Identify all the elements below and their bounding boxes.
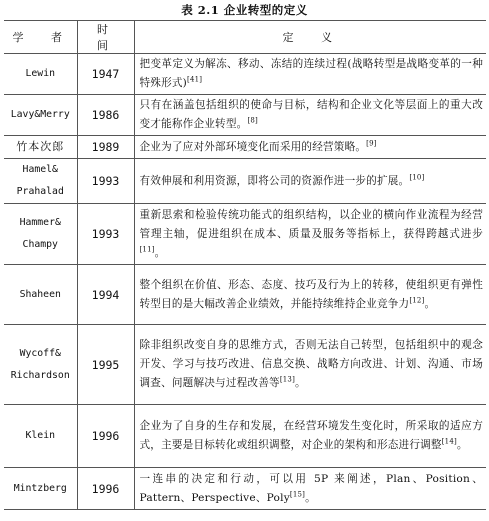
- table-row: [4, 54, 486, 95]
- scholar-name: Lewin: [25, 68, 55, 79]
- table-caption: 表 2.1 企业转型的定义: [181, 3, 308, 17]
- scholar-name: Hamel&: [22, 164, 58, 175]
- definition-text: 整个组织在价值、形态、态度、技巧及行为上的转移，使组织更有弹性转型目的是大幅改善企业绩效，并能持续维持企业竞争力: [139, 278, 483, 310]
- table-row: [4, 468, 486, 510]
- definition-cell: [134, 204, 486, 265]
- definition-cell: [134, 325, 486, 405]
- year-cell: 1986: [77, 95, 134, 136]
- scholar-cell: [4, 405, 77, 468]
- citation-ref: [8]: [247, 116, 258, 125]
- definition-text: 企业为了应对外部环境变化而采用的经营策略。: [139, 140, 367, 153]
- definition-text: 企业为了自身的生存和发展，在经营环境发生变化时，所采取的适应方式，主要是目标转化或组织调整，对企业的架构和形态进行调整: [139, 420, 483, 451]
- citation-ref: [12]: [409, 295, 425, 304]
- definition-text: 只有在涵盖包括组织的使命与目标，结构和企业文化等层面上的重大改变才能称作企业转型。: [139, 99, 483, 130]
- table-header: [4, 21, 486, 54]
- year-cell: 1993: [77, 204, 134, 265]
- table-row: [4, 95, 486, 136]
- scholar-cell: [4, 204, 77, 265]
- scholar-name: Richardson: [10, 369, 70, 381]
- citation-ref: [15]: [289, 489, 306, 498]
- year-cell: 1996: [77, 405, 134, 468]
- table-row: [4, 325, 486, 405]
- scholar-name: 竹本次郎: [16, 140, 65, 153]
- year-cell: 1989: [77, 136, 134, 159]
- table-row: [4, 204, 486, 265]
- definition-text: 重新思索和检验传统功能式的组织结构，以企业的横向作业流程为经营管理主轴，促进组织在成本、质量及服务等指标上，获得跨越式进步: [139, 208, 483, 240]
- scholar-name: Lavy&Merry: [10, 109, 70, 120]
- scholar-name: Shaheen: [19, 288, 61, 300]
- year-cell: 1993: [77, 159, 134, 204]
- citation-ref: [9]: [366, 138, 377, 147]
- trailing-period: 。: [424, 297, 436, 310]
- scholar-cell: [4, 54, 77, 95]
- header-definition: 定 义: [134, 21, 486, 54]
- table-row: [4, 405, 486, 468]
- scholar-name: Klein: [25, 430, 55, 441]
- scholar-cell: [4, 159, 77, 204]
- definitions-table: [4, 20, 486, 510]
- trailing-period: 。: [305, 491, 316, 504]
- header-scholar: 学 者: [4, 21, 77, 54]
- citation-ref: [41]: [187, 75, 203, 84]
- citation-ref: [11]: [139, 244, 155, 253]
- scholar-cell: [4, 325, 77, 405]
- table-row: [4, 159, 486, 204]
- scholar-name: Mintzberg: [13, 482, 67, 494]
- scholar-cell: [4, 265, 77, 325]
- year-cell: 1994: [77, 265, 134, 325]
- citation-ref: [10]: [409, 172, 425, 181]
- definition-text: 有效伸展和利用资源，即将公司的资源作进一步的扩展。: [139, 174, 410, 187]
- scholar-name: Wycoff&: [19, 347, 61, 359]
- table-body: [4, 54, 486, 510]
- citation-ref: [13]: [279, 375, 295, 384]
- scholar-cell: [4, 95, 77, 136]
- scholar-cell: [4, 468, 77, 510]
- definition-cell: [134, 136, 486, 159]
- year-cell: 1995: [77, 325, 134, 405]
- definition-text: 把变革定义为解冻、移动、冻结的连续过程(战略转型是战略变革的一种特殊形式): [139, 58, 483, 89]
- scholar-name: Champy: [22, 239, 58, 250]
- scholar-name: Hammer&: [19, 217, 61, 228]
- definition-text: 除非组织改变自身的思维方式，否则无法自己转型，包括组织中的观念开发、学习与技巧改进、信息交换、战略方向改进、计划、沟通、市场调查、问题解决与过程改善等: [139, 339, 483, 389]
- header-year: 时 间: [77, 21, 134, 54]
- definition-cell: [134, 468, 486, 510]
- year-cell: 1947: [77, 54, 134, 95]
- definition-cell: [134, 405, 486, 468]
- definition-cell: [134, 95, 486, 136]
- table-row: [4, 136, 486, 159]
- scholar-cell: [4, 136, 77, 159]
- definition-cell: [134, 265, 486, 325]
- definition-text: 一连串的决定和行动，可以用 5P 来阐述，Plan、Position、Pattern、Perspective、Poly: [139, 472, 483, 504]
- table-row: [4, 265, 486, 325]
- year-cell: 1996: [77, 468, 134, 510]
- trailing-period: 。: [295, 377, 306, 389]
- definition-cell: [134, 54, 486, 95]
- trailing-period: 。: [154, 246, 166, 259]
- trailing-period: 。: [456, 439, 468, 451]
- citation-ref: [14]: [441, 437, 457, 446]
- scholar-name: Prahalad: [16, 186, 64, 197]
- definition-cell: [134, 159, 486, 204]
